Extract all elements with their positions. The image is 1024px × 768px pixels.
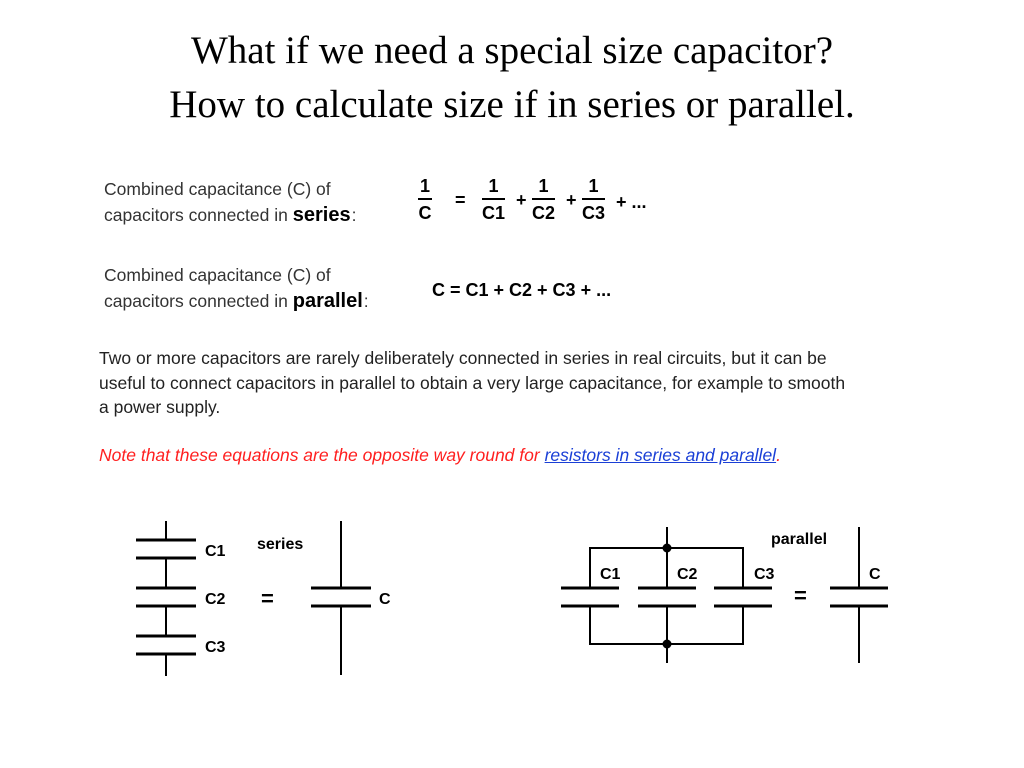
parallel-colon: :: [363, 291, 369, 311]
title-line-1: What if we need a special size capacitor?: [190, 29, 834, 72]
fraction-denominator: C: [418, 203, 432, 223]
parallel-desc-line-1: Combined capacitance (C) of: [104, 265, 331, 285]
series-desc-line-1: Combined capacitance (C) of: [104, 179, 331, 199]
resistors-link[interactable]: resistors in series and parallel: [544, 445, 777, 465]
paragraph-line-3: a power supply.: [99, 397, 221, 417]
parallel-diagram: [561, 527, 888, 663]
parallel-c2-label: C2: [677, 566, 698, 583]
series-result-label: C: [379, 591, 391, 608]
junction-dot: [663, 544, 672, 553]
series-equals: =: [455, 190, 466, 210]
series-diagram-equals: =: [261, 586, 274, 611]
parallel-diagram-equals: =: [794, 583, 807, 608]
paragraph-line-2: useful to connect capacitors in parallel to obtain a very large capacitance, for example to smooth: [99, 372, 846, 393]
parallel-c3-label: C3: [754, 566, 775, 583]
fraction-numerator: 1: [588, 176, 599, 196]
junction-dot: [663, 640, 672, 649]
series-desc-prefix: capacitors connected in: [104, 205, 293, 225]
series-c1-label: C1: [205, 543, 226, 560]
series-c3-label: C3: [205, 639, 226, 656]
fraction-denominator: C3: [582, 203, 606, 223]
title-line-2: How to calculate size if in series or parallel.: [169, 83, 855, 126]
fraction-denominator: C1: [482, 203, 506, 223]
series-tail: + ...: [616, 192, 647, 212]
series-c2-label: C2: [205, 591, 226, 608]
paragraph-line-1: Two or more capacitors are rarely deliberately connected in series in real circuits, but it can be: [99, 348, 827, 368]
fraction-numerator: 1: [538, 176, 549, 196]
note-body: Note that these equations are the opposite way round for: [99, 445, 545, 465]
series-plus-2: +: [566, 190, 577, 210]
series-colon: :: [351, 205, 357, 225]
fraction-denominator: C2: [532, 203, 556, 223]
parallel-diagram-label: parallel: [771, 531, 828, 548]
parallel-formula: C = C1 + C2 + C3 + ...: [432, 280, 612, 300]
fraction-numerator: 1: [488, 176, 499, 196]
parallel-desc-prefix: capacitors connected in: [104, 291, 293, 311]
fraction-numerator: 1: [420, 176, 431, 196]
series-diagram-label: series: [257, 536, 304, 553]
series-keyword: series: [292, 204, 351, 226]
series-diagram: [136, 521, 371, 676]
parallel-keyword: parallel: [292, 290, 363, 312]
parallel-result-label: C: [869, 566, 881, 583]
series-plus-1: +: [516, 190, 527, 210]
note-end: .: [776, 445, 781, 465]
parallel-c1-label: C1: [600, 566, 621, 583]
